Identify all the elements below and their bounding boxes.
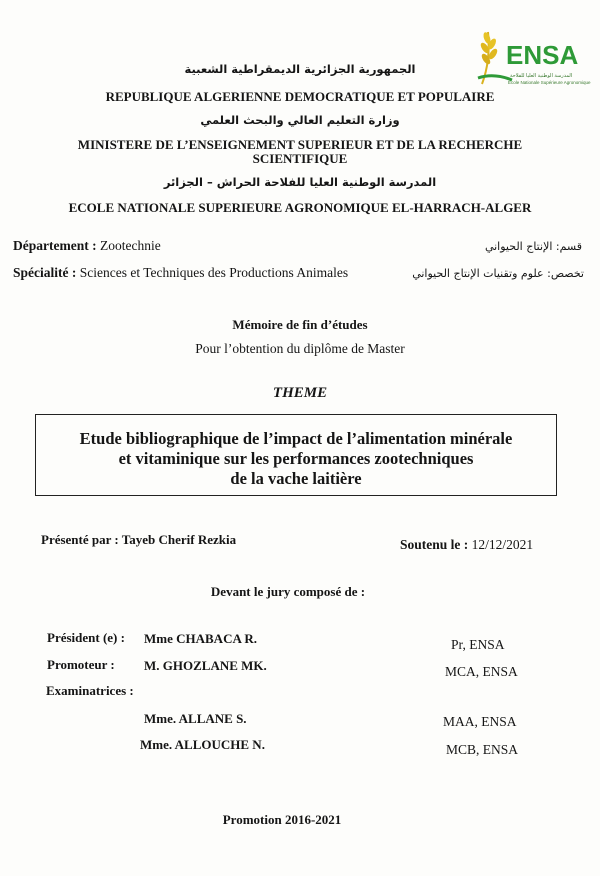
defense-label: Soutenu le :	[400, 537, 469, 552]
memoire-subtitle: Pour l’obtention du diplôme de Master	[195, 341, 405, 356]
department-value: Zootechnie	[99, 238, 161, 253]
presented-by	[41, 532, 236, 548]
arabic-school: المدرسة الوطنية العليا للفلاحة الحراش – الجزائر	[163, 175, 437, 189]
promoteur-role: Promoteur :	[47, 657, 115, 672]
president-role: Président (e) :	[47, 630, 125, 645]
arabic-ministry: وزارة التعليم العالي والبحث العلمي	[200, 113, 400, 127]
logo-text: ENSA	[506, 40, 579, 70]
theme-line2: et vitaminique sur les performances zootechniques	[118, 449, 474, 468]
president-name: Mme CHABACA R.	[144, 631, 258, 646]
examinatrice1-name: Mme. ALLANE S.	[144, 711, 247, 726]
department-ar: قسم: الإنتاج الحيواني	[484, 240, 582, 253]
theme-line3: de la vache laitière	[230, 469, 362, 488]
department-fr	[13, 238, 161, 254]
promotion: Promotion 2016-2021	[222, 812, 342, 827]
examinatrice2-title: MCB, ENSA	[446, 742, 519, 757]
memoire-title: Mémoire de fin d’études	[232, 317, 368, 332]
logo-subtitle-fr: École Nationale Supérieure Agronomique	[508, 80, 591, 85]
arabic-republic: الجمهورية الجزائرية الديمقراطية الشعبية	[184, 62, 416, 76]
presented-label: Présenté par :	[41, 532, 119, 547]
french-republic: REPUBLIQUE ALGERIENNE DEMOCRATIQUE ET POPULAIRE	[105, 89, 495, 104]
examinatrice2-name: Mme. ALLOUCHE N.	[140, 737, 265, 752]
logo-subtitle-ar: المدرسة الوطنية العليا للفلاحة	[510, 73, 573, 79]
theme-title	[36, 429, 556, 489]
speciality-label: Spécialité :	[13, 265, 77, 280]
presented-name: Tayeb Cherif Rezkia	[121, 532, 237, 547]
promoteur-name: M. GHOZLANE MK.	[144, 658, 267, 673]
french-ministry-line1: MINISTERE DE L’ENSEIGNEMENT SUPERIEUR ET DE LA RECHERCHE	[77, 137, 523, 152]
president-title: Pr, ENSA	[451, 637, 505, 652]
french-ministry-line2: SCIENTIFIQUE	[252, 151, 348, 166]
theme-box	[35, 414, 557, 496]
department-label: Département :	[13, 238, 97, 253]
ensa-logo	[476, 26, 591, 96]
defense-date	[400, 537, 533, 553]
jury-heading: Devant le jury composé de :	[210, 584, 366, 599]
french-school: ECOLE NATIONALE SUPERIEURE AGRONOMIQUE EL-HARRACH-ALGER	[68, 200, 532, 215]
speciality-value: Sciences et Techniques des Productions Animales	[79, 265, 349, 280]
examinatrice1-title: MAA, ENSA	[443, 714, 517, 729]
speciality-fr	[13, 265, 348, 281]
theme-label: THEME	[272, 385, 328, 401]
speciality-ar: تخصص: علوم وتقنيات الإنتاج الحيواني	[412, 267, 584, 280]
defense-value: 12/12/2021	[471, 537, 534, 552]
promoteur-title: MCA, ENSA	[445, 664, 518, 679]
theme-line1: Etude bibliographique de l’impact de l’alimentation minérale	[79, 429, 513, 448]
examinatrices-role: Examinatrices :	[46, 683, 134, 698]
